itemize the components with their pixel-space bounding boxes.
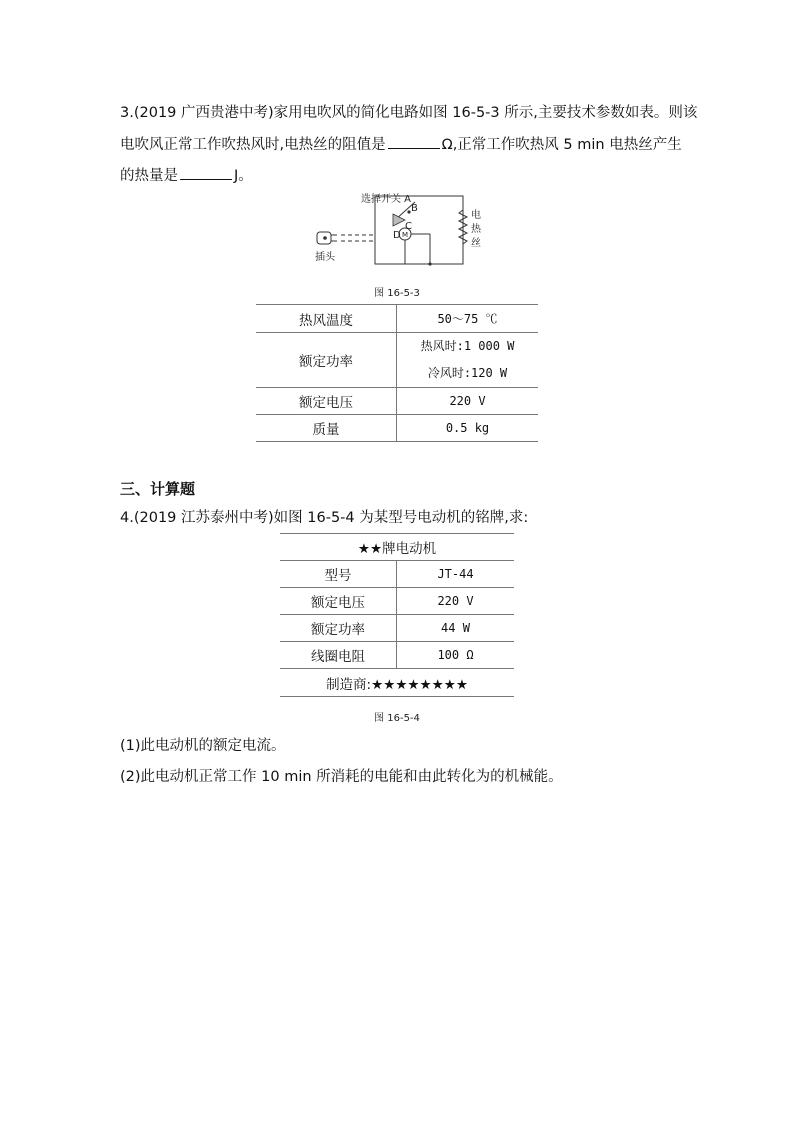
- heater-label-3: 丝: [471, 238, 481, 249]
- table-row: [280, 642, 514, 669]
- answer-blank-resistance[interactable]: [388, 134, 440, 149]
- nameplate-maker: 制造商:★★★★★★★★: [280, 669, 514, 697]
- q4-sub-2: (2)此电动机正常工作 10 min 所消耗的电能和由此转化为的机械能。: [120, 769, 563, 785]
- figure-caption-16-5-3: 图 16-5-3: [374, 288, 420, 299]
- power-hot: 热风时:1 000 W: [420, 339, 515, 353]
- section-title: 三、计算题: [120, 480, 196, 498]
- table-row: [280, 669, 514, 697]
- heater-label-1: 电: [471, 210, 481, 221]
- q4-sub-1: (1)此电动机的额定电流。: [120, 738, 286, 754]
- table-cell-label: 热风温度: [256, 305, 397, 333]
- nameplate-title: ★★牌电动机: [280, 534, 514, 561]
- table-cell-label: 额定电压: [280, 588, 397, 615]
- table-row: [280, 534, 514, 561]
- table-cell-value: 100 Ω: [397, 642, 515, 669]
- contact-c-label: C: [405, 221, 412, 232]
- circuit-frame: [375, 196, 463, 264]
- table-cell-value: 220 V: [397, 388, 539, 415]
- nameplate-table: [280, 533, 514, 697]
- table-cell-value: 44 W: [397, 615, 515, 642]
- table-cell-value: 220 V: [397, 588, 515, 615]
- table-row: [280, 588, 514, 615]
- table-cell-label: 额定功率: [280, 615, 397, 642]
- figure-caption-16-5-4: 图 16-5-4: [374, 713, 420, 724]
- switch-label: 选择开关 A: [361, 194, 412, 205]
- heating-wire-icon: [459, 210, 467, 244]
- q3-line-3-part-b: J。: [234, 168, 253, 184]
- contact-b-label: B: [411, 203, 418, 214]
- q3-line-2: [120, 134, 682, 155]
- table-cell-value: [397, 333, 539, 388]
- q3-line-2-part-b: Ω,正常工作吹热风 5 min 电热丝产生: [441, 137, 682, 153]
- parameters-table: [256, 304, 538, 442]
- table-cell-label: 额定电压: [256, 388, 397, 415]
- circuit-diagram: [305, 190, 505, 270]
- table-cell-value: 0.5 kg: [397, 415, 539, 442]
- table-row: [280, 615, 514, 642]
- table-row: [256, 333, 538, 388]
- plug-label: 插头: [315, 252, 335, 263]
- q3-line-1: 3.(2019 广西贵港中考)家用电吹风的简化电路如图 16-5-3 所示,主要技术参数如表。则该: [120, 105, 698, 121]
- table-cell-value: 50～75 ℃: [397, 305, 539, 333]
- table-cell-label: 线圈电阻: [280, 642, 397, 669]
- power-cold: 冷风时:120 W: [427, 366, 508, 380]
- table-row: [256, 415, 538, 442]
- q4-line-1: 4.(2019 江苏泰州中考)如图 16-5-4 为某型号电动机的铭牌,求:: [120, 510, 529, 526]
- table-row: [280, 561, 514, 588]
- heater-label-2: 热: [471, 224, 481, 235]
- contact-d-label: D: [393, 230, 401, 241]
- table-cell-label: 型号: [280, 561, 397, 588]
- table-row: [256, 305, 538, 333]
- answer-blank-heat[interactable]: [180, 165, 232, 180]
- q3-line-2-part-a: 电吹风正常工作吹热风时,电热丝的阻值是: [120, 137, 386, 153]
- table-cell-label: 质量: [256, 415, 397, 442]
- motor-label: M: [402, 231, 409, 239]
- q3-line-3-part-a: 的热量是: [120, 168, 178, 184]
- junction-dot: [428, 262, 431, 265]
- table-row: [256, 388, 538, 415]
- q3-line-3: [120, 165, 253, 186]
- table-cell-label: 额定功率: [256, 333, 397, 388]
- table-cell-value: JT-44: [397, 561, 515, 588]
